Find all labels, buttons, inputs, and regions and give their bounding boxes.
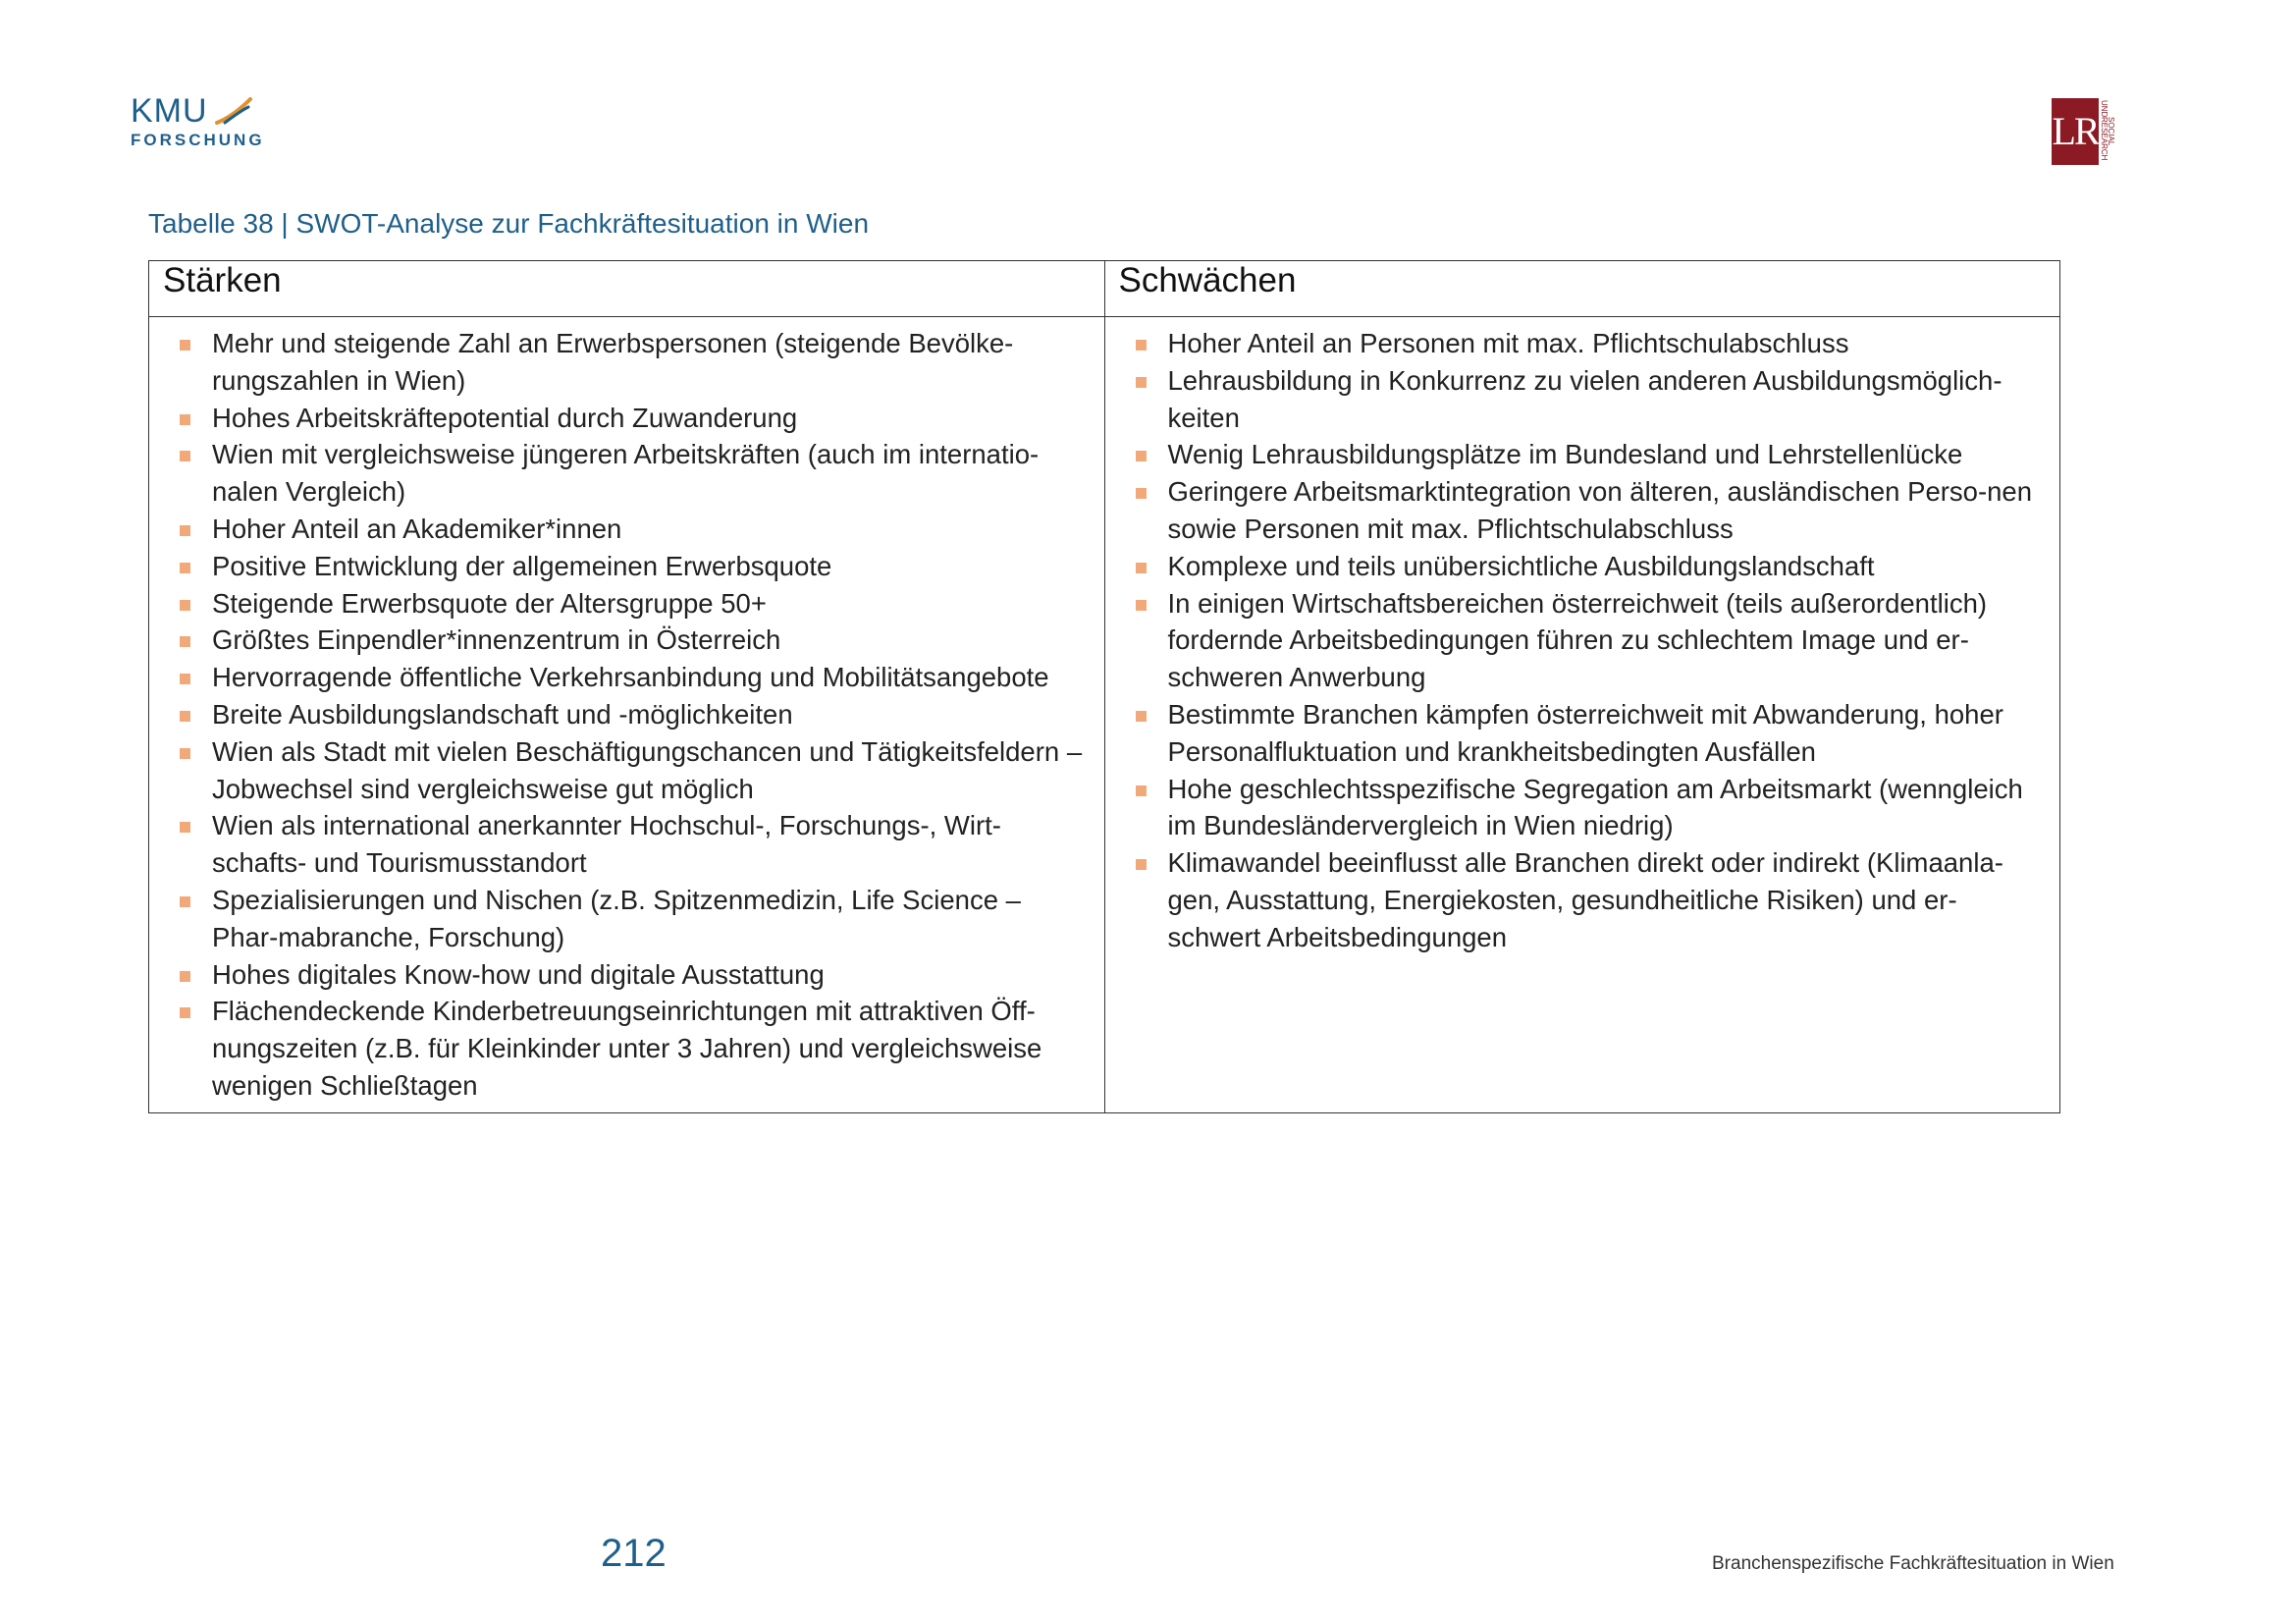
list-item: Hoher Anteil an Personen mit max. Pflichtschulabschluss bbox=[1119, 325, 2049, 362]
list-item: Geringere Arbeitsmarktintegration von älteren, ausländischen Perso-nen sowie Personen mit max. Pflichtschulabschluss bbox=[1119, 473, 2049, 548]
schwaechen-cell bbox=[1104, 317, 2060, 1113]
list-item: Flächendeckende Kinderbetreuungseinrichtungen mit attraktiven Öff-nungszeiten (z.B. für Kleinkinder unter 3 Jahren) und vergleichsweise wenigen Schließtagen bbox=[163, 993, 1093, 1104]
list-item: Wenig Lehrausbildungsplätze im Bundesland und Lehrstellenlücke bbox=[1119, 436, 2049, 473]
schwaechen-header: Schwächen bbox=[1104, 261, 2060, 317]
list-item: Wien als international anerkannter Hochschul-, Forschungs-, Wirt-schafts- und Tourismusstandort bbox=[163, 807, 1093, 882]
list-item: Klimawandel beeinflusst alle Branchen direkt oder indirekt (Klimaanla-gen, Ausstattung, Energiekosten, gesundheitliche Risiken) und er-schwert Arbeitsbedingungen bbox=[1119, 844, 2049, 955]
list-item: Hervorragende öffentliche Verkehrsanbindung und Mobilitätsangebote bbox=[163, 659, 1093, 696]
logo-lr-side-text bbox=[2101, 100, 2114, 163]
kmu-forschung-logo bbox=[131, 93, 268, 156]
swot-table bbox=[148, 260, 2060, 1113]
logo-kmu-text: KMU bbox=[131, 92, 208, 130]
running-footer-title: Branchenspezifische Fachkräftesituation in Wien bbox=[1712, 1553, 2114, 1574]
list-item: Hohes digitales Know-how und digitale Ausstattung bbox=[163, 956, 1093, 994]
table-body-row bbox=[149, 317, 2060, 1113]
table-header-row bbox=[149, 261, 2060, 317]
list-item: Breite Ausbildungslandschaft und -möglichkeiten bbox=[163, 696, 1093, 733]
list-item: Bestimmte Branchen kämpfen österreichweit mit Abwanderung, hoher Personalfluktuation und krankheitsbedingten Ausfällen bbox=[1119, 696, 2049, 771]
list-item: Steigende Erwerbsquote der Altersgruppe 50+ bbox=[163, 585, 1093, 623]
staerken-header: Stärken bbox=[149, 261, 1105, 317]
list-item: Mehr und steigende Zahl an Erwerbspersonen (steigende Bevölke-rungszahlen in Wien) bbox=[163, 325, 1093, 400]
logo-lr-letters: LR bbox=[2052, 98, 2099, 165]
staerken-list bbox=[163, 325, 1093, 1105]
schwaechen-list bbox=[1119, 325, 2049, 956]
staerken-cell bbox=[149, 317, 1105, 1113]
list-item: Lehrausbildung in Konkurrenz zu vielen anderen Ausbildungsmöglich-keiten bbox=[1119, 362, 2049, 437]
list-item: Hohes Arbeitskräftepotential durch Zuwanderung bbox=[163, 400, 1093, 437]
list-item: Positive Entwicklung der allgemeinen Erwerbsquote bbox=[163, 548, 1093, 585]
list-item: Wien als Stadt mit vielen Beschäftigungschancen und Tätigkeitsfeldern – Jobwechsel sind vergleichsweise gut möglich bbox=[163, 733, 1093, 808]
logo-swoosh-icon bbox=[215, 97, 254, 125]
page-number: 212 bbox=[601, 1532, 667, 1575]
list-item: Spezialisierungen und Nischen (z.B. Spitzenmedizin, Life Science – Phar-mabranche, Forschung) bbox=[163, 882, 1093, 956]
lr-social-research-logo bbox=[2052, 98, 2114, 165]
list-item: Größtes Einpendler*innenzentrum in Österreich bbox=[163, 622, 1093, 659]
list-item: Komplexe und teils unübersichtliche Ausbildungslandschaft bbox=[1119, 548, 2049, 585]
list-item: Hoher Anteil an Akademiker*innen bbox=[163, 511, 1093, 548]
list-item: Hohe geschlechtsspezifische Segregation am Arbeitsmarkt (wenngleich im Bundesländervergleich in Wien niedrig) bbox=[1119, 771, 2049, 845]
logo-lr-side-und: UND bbox=[2100, 100, 2109, 118]
list-item: In einigen Wirtschaftsbereichen österreichweit (teils außerordentlich) fordernde Arbeitsbedingungen führen zu schlechtem Image und er-schweren Anwerbung bbox=[1119, 585, 2049, 696]
logo-lr-side-research: SOCIAL RESEARCH bbox=[2100, 117, 2115, 161]
table-caption: Tabelle 38 | SWOT-Analyse zur Fachkräftesituation in Wien bbox=[148, 208, 870, 239]
logo-forschung-text: FORSCHUNG bbox=[131, 131, 265, 149]
list-item: Wien mit vergleichsweise jüngeren Arbeitskräften (auch im internatio-nalen Vergleich) bbox=[163, 436, 1093, 511]
